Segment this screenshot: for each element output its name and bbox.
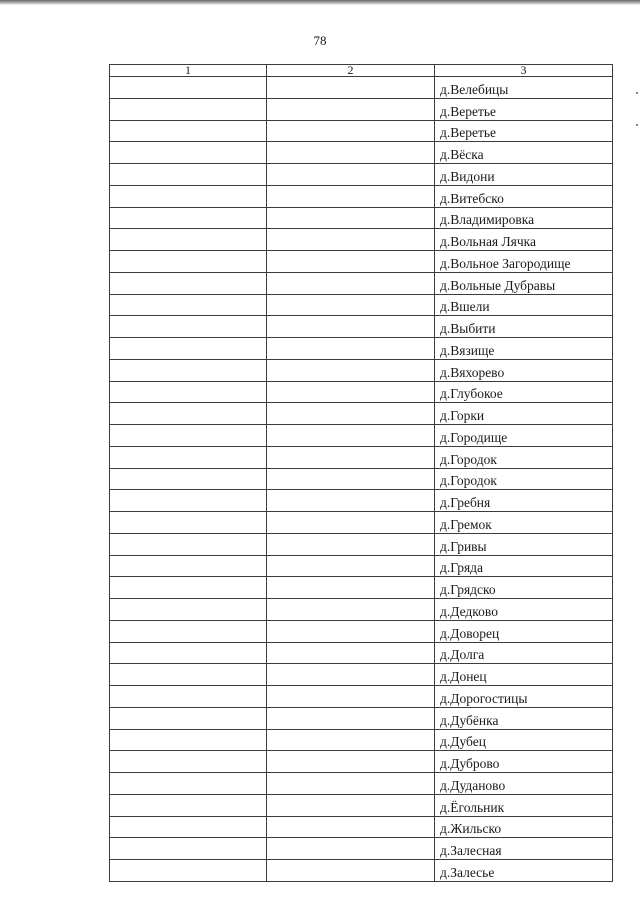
table-cell-1: [110, 816, 267, 838]
table-cell-2: [267, 425, 435, 447]
settlement-name-cell: д.Дубёнка: [435, 707, 613, 729]
settlement-name-cell: д.Дедково: [435, 599, 613, 621]
settlement-name-cell: д.Веретье: [435, 120, 613, 142]
table-cell-2: [267, 599, 435, 621]
table-row: [110, 751, 613, 773]
table-row: [110, 816, 613, 838]
page-number: 78: [313, 33, 327, 48]
table-row: [110, 794, 613, 816]
table-row: [110, 729, 613, 751]
table-cell-2: [267, 251, 435, 273]
table-row: [110, 164, 613, 186]
settlement-name-cell: д.Вшели: [435, 294, 613, 316]
table-cell-2: [267, 773, 435, 795]
settlement-name-cell: д.Жильско: [435, 816, 613, 838]
table-row: [110, 425, 613, 447]
table-cell-2: [267, 185, 435, 207]
settlement-name-cell: д.Городок: [435, 446, 613, 468]
table-cell-1: [110, 642, 267, 664]
settlement-name-cell: д.Ёгольник: [435, 794, 613, 816]
table-cell-1: [110, 707, 267, 729]
table-row: [110, 707, 613, 729]
table-cell-1: [110, 599, 267, 621]
scan-top-edge: [0, 0, 640, 5]
table-cell-1: [110, 425, 267, 447]
table-cell-1: [110, 185, 267, 207]
settlement-name-cell: д.Гребня: [435, 490, 613, 512]
settlement-name-cell: д.Дорогостицы: [435, 686, 613, 708]
table-cell-1: [110, 620, 267, 642]
table-cell-2: [267, 555, 435, 577]
table-row: [110, 207, 613, 229]
table-row: [110, 316, 613, 338]
table-row: [110, 338, 613, 360]
table-cell-2: [267, 272, 435, 294]
table-row: [110, 533, 613, 555]
settlement-name-cell: д.Велебицы: [435, 77, 613, 99]
table-cell-1: [110, 403, 267, 425]
table-row: [110, 120, 613, 142]
table-cell-2: [267, 686, 435, 708]
table-cell-2: [267, 381, 435, 403]
settlement-name-cell: д.Вяхорево: [435, 359, 613, 381]
table-row: [110, 599, 613, 621]
table-cell-2: [267, 207, 435, 229]
table-cell-1: [110, 468, 267, 490]
settlement-name-cell: д.Городище: [435, 425, 613, 447]
table-row: [110, 577, 613, 599]
table-cell-2: [267, 838, 435, 860]
table-cell-1: [110, 120, 267, 142]
table-row: [110, 642, 613, 664]
table-row: [110, 512, 613, 534]
settlement-name-cell: д.Витебско: [435, 185, 613, 207]
table-row: [110, 403, 613, 425]
table-cell-2: [267, 860, 435, 882]
table-header-row: [110, 65, 613, 77]
table-cell-1: [110, 272, 267, 294]
settlement-name-cell: д.Грядско: [435, 577, 613, 599]
table-cell-1: [110, 555, 267, 577]
table-cell-1: [110, 794, 267, 816]
table-cell-1: [110, 773, 267, 795]
settlement-name-cell: д.Выбити: [435, 316, 613, 338]
scan-margin-speck: [636, 124, 638, 126]
table-row: [110, 446, 613, 468]
table-cell-2: [267, 642, 435, 664]
table-row: [110, 98, 613, 120]
settlement-name-cell: д.Вольное Загородище: [435, 251, 613, 273]
table-cell-1: [110, 381, 267, 403]
settlement-name-cell: д.Дуброво: [435, 751, 613, 773]
table-row: [110, 272, 613, 294]
table-cell-1: [110, 490, 267, 512]
table-row: [110, 773, 613, 795]
table-cell-2: [267, 729, 435, 751]
table-cell-2: [267, 533, 435, 555]
table-cell-2: [267, 316, 435, 338]
table-row: [110, 229, 613, 251]
table-row: [110, 468, 613, 490]
table-row: [110, 620, 613, 642]
settlement-name-cell: д.Видони: [435, 164, 613, 186]
settlement-name-cell: д.Глубокое: [435, 381, 613, 403]
table-body: [110, 77, 613, 882]
table-cell-1: [110, 77, 267, 99]
table-row: [110, 294, 613, 316]
settlement-name-cell: д.Горки: [435, 403, 613, 425]
table-cell-1: [110, 446, 267, 468]
table-cell-1: [110, 207, 267, 229]
settlement-name-cell: д.Залесье: [435, 860, 613, 882]
settlement-name-cell: д.Долга: [435, 642, 613, 664]
settlement-name-cell: д.Городок: [435, 468, 613, 490]
table-row: [110, 142, 613, 164]
table-row: [110, 555, 613, 577]
table-cell-2: [267, 142, 435, 164]
table-cell-1: [110, 729, 267, 751]
table-cell-2: [267, 816, 435, 838]
table-cell-1: [110, 686, 267, 708]
table-cell-1: [110, 838, 267, 860]
table-cell-2: [267, 98, 435, 120]
table-cell-2: [267, 359, 435, 381]
settlement-name-cell: д.Вязище: [435, 338, 613, 360]
settlement-name-cell: д.Донец: [435, 664, 613, 686]
table-cell-2: [267, 403, 435, 425]
table-cell-1: [110, 860, 267, 882]
table-cell-1: [110, 294, 267, 316]
table-row: [110, 77, 613, 99]
column-header-1: 1: [110, 65, 267, 77]
table-row: [110, 381, 613, 403]
table-cell-2: [267, 664, 435, 686]
table-cell-1: [110, 316, 267, 338]
table-cell-1: [110, 338, 267, 360]
table-cell-2: [267, 577, 435, 599]
table-cell-1: [110, 98, 267, 120]
settlement-name-cell: д.Залесная: [435, 838, 613, 860]
table-cell-2: [267, 229, 435, 251]
table-cell-2: [267, 446, 435, 468]
table-cell-1: [110, 533, 267, 555]
settlement-name-cell: д.Гремок: [435, 512, 613, 534]
table-cell-2: [267, 707, 435, 729]
table-cell-1: [110, 229, 267, 251]
settlement-name-cell: д.Вольные Дубравы: [435, 272, 613, 294]
table-row: [110, 860, 613, 882]
settlement-name-cell: д.Гривы: [435, 533, 613, 555]
table-row: [110, 490, 613, 512]
table-cell-2: [267, 468, 435, 490]
table-cell-1: [110, 577, 267, 599]
settlement-name-cell: д.Вольная Лячка: [435, 229, 613, 251]
table-cell-2: [267, 294, 435, 316]
settlement-name-cell: д.Гряда: [435, 555, 613, 577]
table-row: [110, 359, 613, 381]
table-cell-2: [267, 338, 435, 360]
table-cell-1: [110, 512, 267, 534]
scan-margin-speck: [636, 92, 638, 94]
table-row: [110, 251, 613, 273]
settlement-name-cell: д.Дубец: [435, 729, 613, 751]
settlements-table: [109, 64, 613, 882]
table-cell-2: [267, 490, 435, 512]
table-cell-1: [110, 359, 267, 381]
table-cell-2: [267, 620, 435, 642]
table-row: [110, 664, 613, 686]
table-cell-2: [267, 751, 435, 773]
table-cell-1: [110, 164, 267, 186]
table-cell-2: [267, 512, 435, 534]
table-cell-2: [267, 77, 435, 99]
table-cell-1: [110, 251, 267, 273]
settlement-name-cell: д.Дуданово: [435, 773, 613, 795]
column-header-3: 3: [435, 65, 613, 77]
table-row: [110, 686, 613, 708]
table-cell-1: [110, 142, 267, 164]
table-row: [110, 838, 613, 860]
settlement-name-cell: д.Доворец: [435, 620, 613, 642]
column-header-2: 2: [267, 65, 435, 77]
settlement-name-cell: д.Веретье: [435, 98, 613, 120]
table-cell-2: [267, 794, 435, 816]
settlement-name-cell: д.Вёска: [435, 142, 613, 164]
table-cell-2: [267, 164, 435, 186]
table-cell-1: [110, 664, 267, 686]
table-cell-2: [267, 120, 435, 142]
table-cell-1: [110, 751, 267, 773]
settlement-name-cell: д.Владимировка: [435, 207, 613, 229]
table-row: [110, 185, 613, 207]
